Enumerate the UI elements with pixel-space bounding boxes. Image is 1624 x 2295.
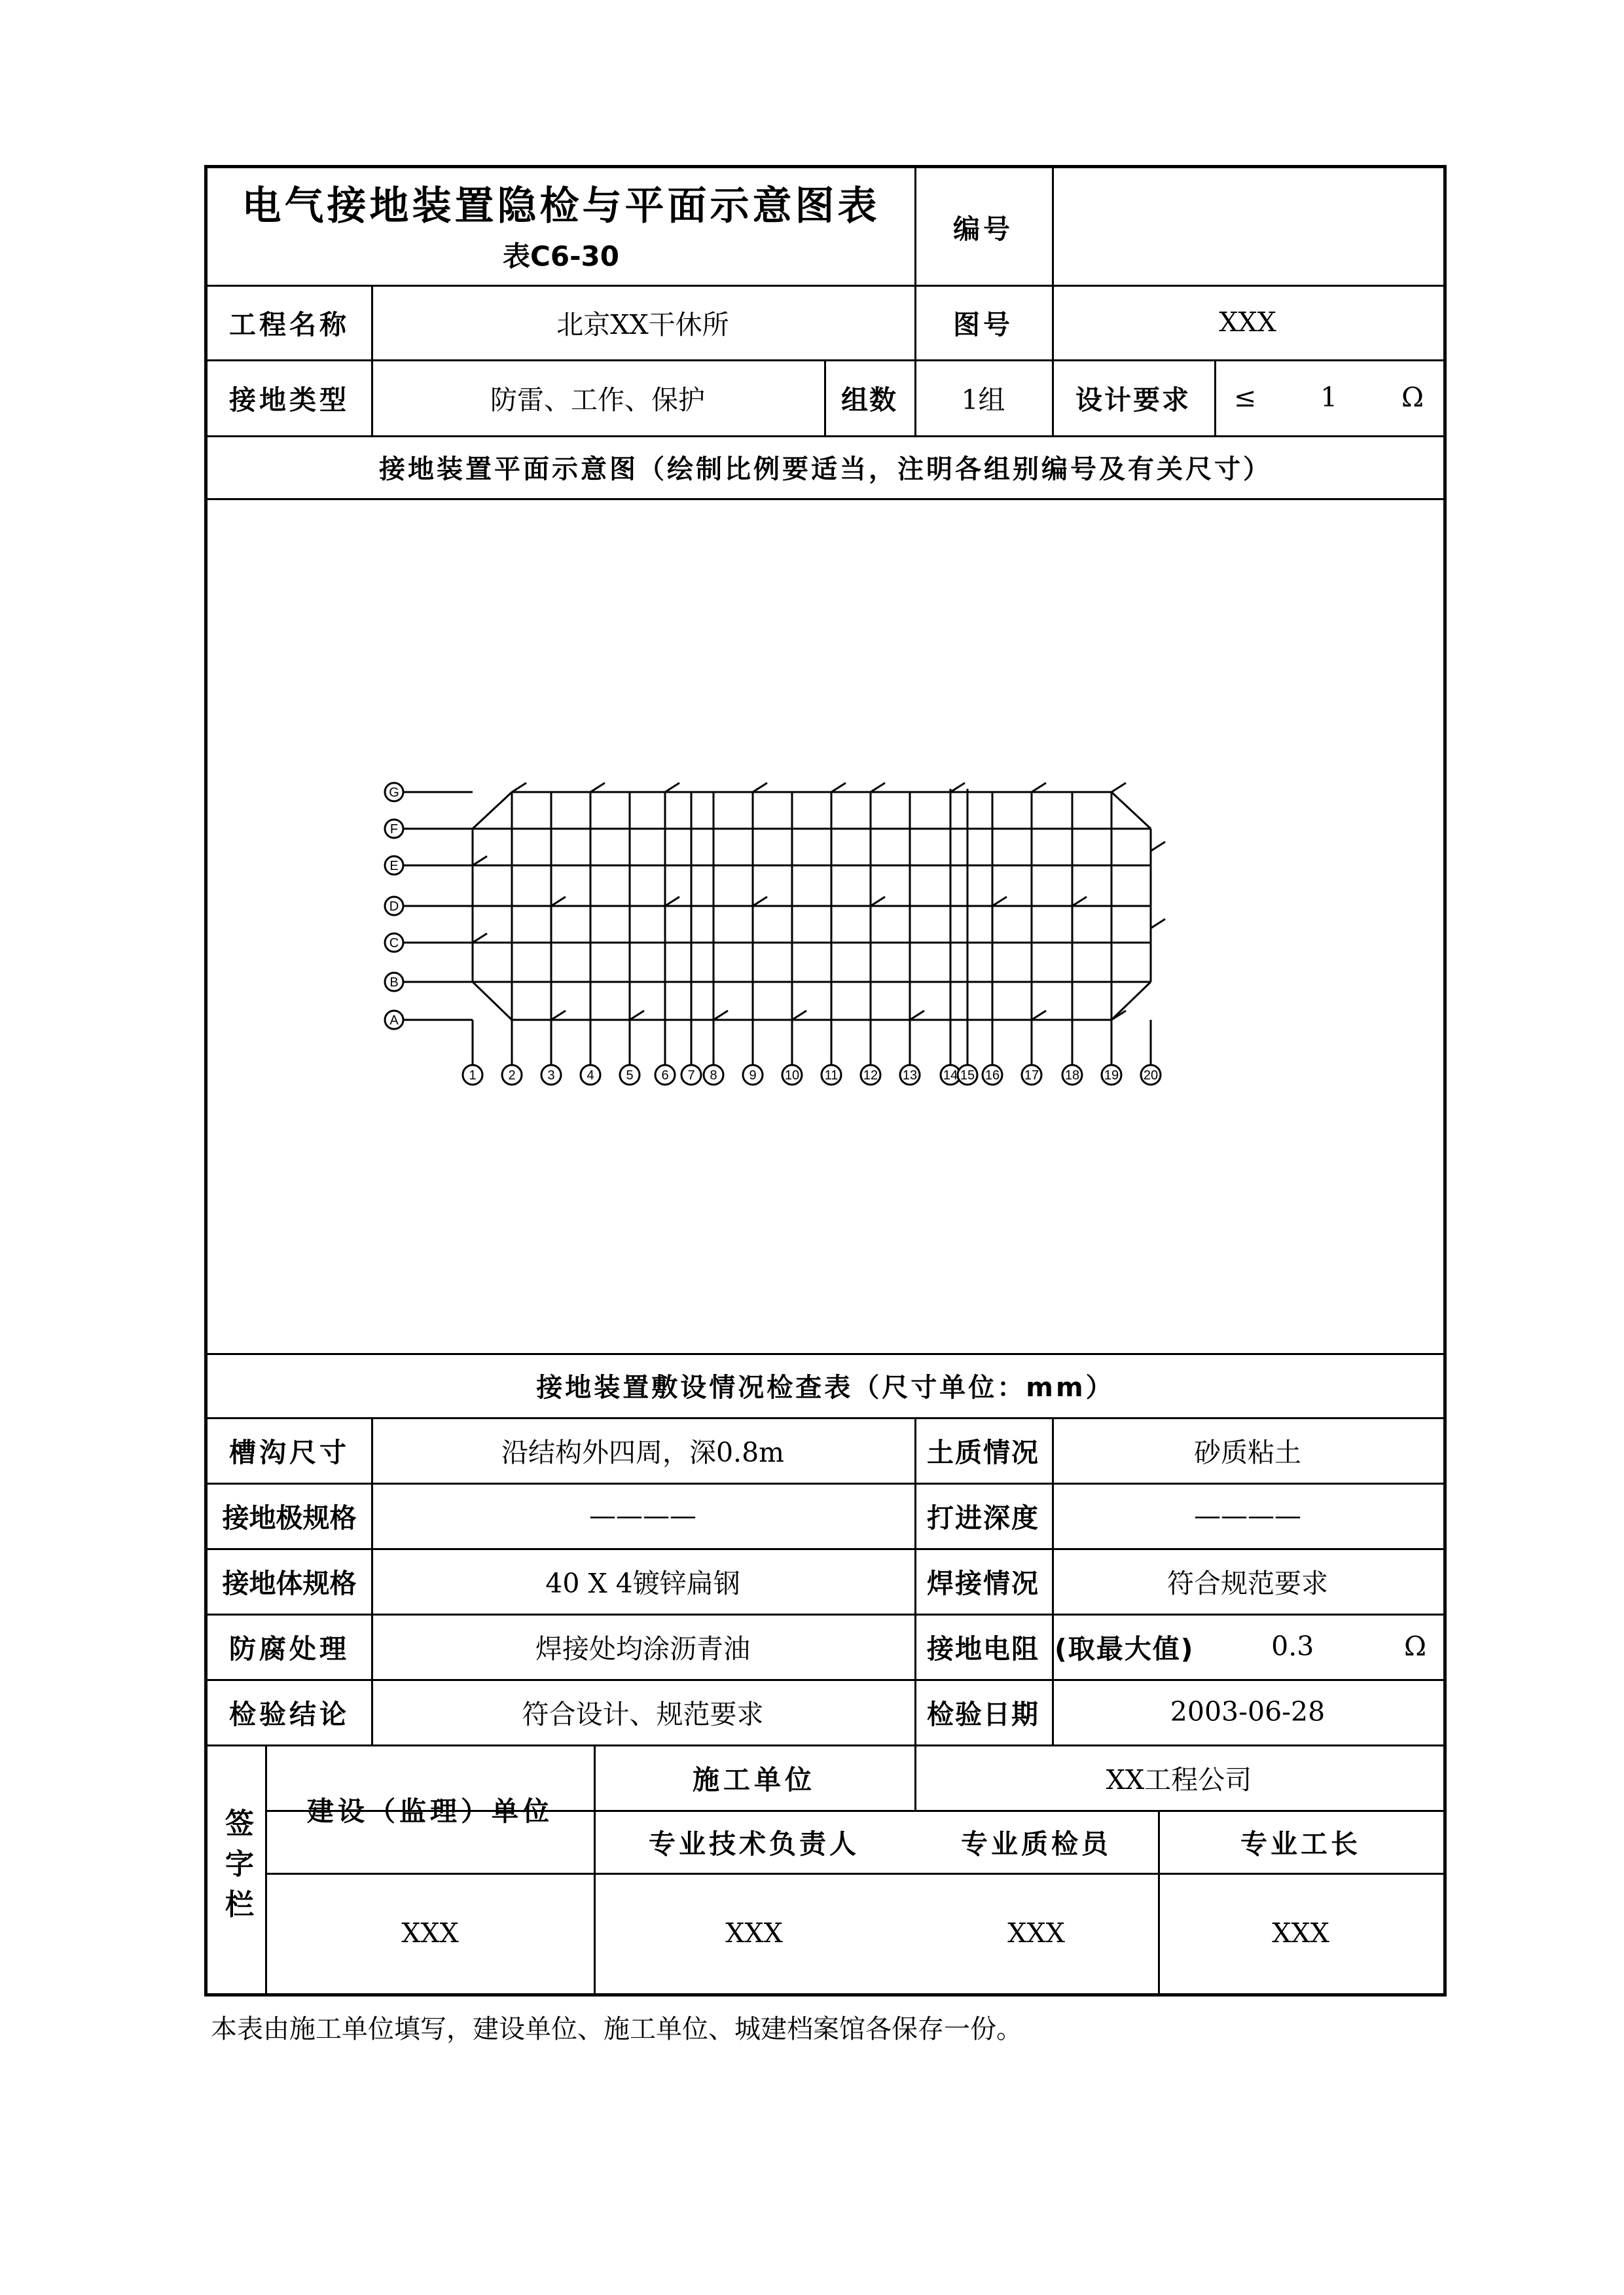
column-label-text: 3: [547, 1068, 555, 1083]
column-label-text: 10: [784, 1068, 800, 1083]
electrode-mark: [831, 783, 846, 792]
column-label-text: 2: [508, 1068, 516, 1083]
qc-signature: XXX: [1007, 1917, 1065, 1949]
body-spec-label: 接地体规格: [222, 1567, 357, 1599]
inspection-date-value: 2003-06-28: [1170, 1696, 1326, 1727]
column-label-text: 1: [469, 1068, 477, 1083]
electrode-mark: [473, 856, 487, 865]
column-label-text: 18: [1064, 1068, 1080, 1083]
tech-lead-signature: XXX: [725, 1917, 783, 1949]
inspection-section-title: 接地装置敷设情况检查表（尺寸单位：mm）: [536, 1372, 1115, 1403]
form-title: 电气接地装置隐检与平面示意图表: [242, 183, 880, 229]
drive-depth-label: 打进深度: [927, 1502, 1039, 1534]
diagram-section-title: 接地装置平面示意图（绘制比例要适当，注明各组别编号及有关尺寸）: [379, 454, 1272, 484]
electrode-mark: [665, 897, 679, 906]
design-requirement-label: 设计要求: [1075, 384, 1191, 416]
soil-label: 土质情况: [927, 1436, 1039, 1468]
column-label-text: 16: [984, 1068, 1000, 1083]
electrode-mark: [1151, 919, 1165, 928]
electrode-mark: [753, 897, 767, 906]
column-label-text: 17: [1024, 1068, 1039, 1083]
drawing-number-value: XXX: [1219, 306, 1276, 338]
electrode-mark: [630, 1011, 644, 1020]
body-spec-value: 40 X 4镀锌扁钢: [545, 1567, 740, 1599]
grounding-type-value: 防雷、工作、保护: [490, 384, 705, 416]
grid-corner: [1111, 982, 1151, 1020]
weld-value: 符合规范要求: [1167, 1567, 1328, 1599]
row-label-text: C: [389, 936, 399, 950]
electrode-mark: [1111, 783, 1126, 792]
column-label-text: 13: [902, 1068, 918, 1083]
column-label-text: 9: [749, 1068, 757, 1083]
resistance-value: 0.3: [1271, 1631, 1314, 1662]
grid-corner: [473, 982, 512, 1020]
resistance-note: (取最大值): [1055, 1633, 1195, 1665]
row-label-text: A: [389, 1013, 399, 1028]
column-label-text: 12: [863, 1068, 878, 1083]
column-label-text: 4: [586, 1068, 594, 1083]
electrode-mark: [1032, 783, 1046, 792]
grid-corner: [1111, 792, 1151, 829]
anticorrosion-value: 焊接处均涂沥青油: [535, 1633, 750, 1665]
qc-inspector-label: 专业质检员: [961, 1828, 1111, 1860]
trench-label: 槽沟尺寸: [229, 1436, 350, 1468]
row-label-text: B: [389, 975, 399, 990]
column-label-text: 5: [626, 1068, 634, 1083]
signature-column-text: 签字栏: [220, 1808, 253, 1930]
number-label: 编号: [953, 213, 1013, 245]
electrode-mark: [871, 897, 885, 906]
electrode-mark: [992, 897, 1007, 906]
soil-value: 砂质粘土: [1194, 1436, 1301, 1468]
anticorrosion-label: 防腐处理: [229, 1633, 350, 1665]
trench-value: 沿结构外四周，深0.8m: [501, 1436, 785, 1468]
supervisor-signature: XXX: [401, 1917, 459, 1949]
row-label-text: G: [389, 786, 399, 800]
electrode-mark: [1072, 897, 1087, 906]
column-label-text: 15: [960, 1068, 975, 1083]
grid-corner: [473, 792, 512, 829]
column-label-text: 8: [710, 1068, 717, 1083]
column-label-text: 11: [824, 1068, 839, 1083]
electrode-spec-value: ————: [589, 1500, 696, 1531]
foreman-label: 专业工长: [1240, 1828, 1361, 1860]
electrode-spec-label: 接地极规格: [222, 1502, 357, 1534]
footer-note: 本表由施工单位填写，建设单位、施工单位、城建档案馆各保存一份。: [211, 2014, 1022, 2044]
electrode-mark: [871, 783, 885, 792]
group-count-value: 1组: [961, 384, 1005, 416]
group-count-label: 组数: [841, 384, 897, 416]
row-label-text: E: [389, 859, 399, 873]
supervisor-unit-label: 建设（监理）单位: [307, 1795, 553, 1827]
row-label-text: D: [389, 899, 399, 914]
electrode-mark: [1032, 1011, 1046, 1020]
drawing-number-label: 图号: [953, 308, 1013, 340]
electrode-mark: [551, 897, 566, 906]
tech-lead-label: 专业技术负责人: [649, 1828, 859, 1860]
column-label-text: 19: [1104, 1068, 1119, 1083]
resistance-label: 接地电阻: [927, 1633, 1039, 1665]
design-value: 1: [1320, 382, 1338, 413]
conclusion-value: 符合设计、规范要求: [522, 1698, 764, 1730]
contractor-label: 施工单位: [693, 1763, 816, 1796]
electrode-mark: [1151, 842, 1165, 851]
contractor-name: XX工程公司: [1106, 1763, 1252, 1796]
less-equal-symbol: ≤: [1234, 382, 1257, 413]
electrode-mark: [551, 1011, 566, 1020]
electrode-mark: [665, 783, 679, 792]
project-name-value: 北京XX干休所: [556, 308, 729, 340]
foreman-signature: XXX: [1272, 1917, 1329, 1949]
drive-depth-value: ————: [1194, 1500, 1301, 1531]
inspection-date-label: 检验日期: [927, 1698, 1039, 1730]
electrode-mark: [713, 1011, 728, 1020]
ohm-unit: Ω: [1401, 382, 1424, 413]
column-label-text: 14: [943, 1068, 958, 1083]
weld-label: 焊接情况: [927, 1567, 1039, 1599]
electrode-mark: [792, 1011, 806, 1020]
column-label-text: 6: [661, 1068, 669, 1083]
resistance-unit: Ω: [1403, 1631, 1426, 1662]
electrode-mark: [753, 783, 767, 792]
column-label-text: 20: [1143, 1068, 1159, 1083]
form-code: 表C6-30: [503, 240, 619, 272]
electrode-mark: [512, 783, 526, 792]
project-name-label: 工程名称: [229, 308, 350, 340]
column-label-text: 7: [687, 1068, 695, 1083]
conclusion-label: 检验结论: [229, 1698, 350, 1730]
grounding-type-label: 接地类型: [229, 384, 350, 416]
row-label-text: F: [389, 822, 399, 837]
electrode-mark: [473, 933, 487, 943]
electrode-mark: [910, 1011, 924, 1020]
electrode-mark: [590, 783, 605, 792]
electrode-mark: [950, 783, 965, 792]
